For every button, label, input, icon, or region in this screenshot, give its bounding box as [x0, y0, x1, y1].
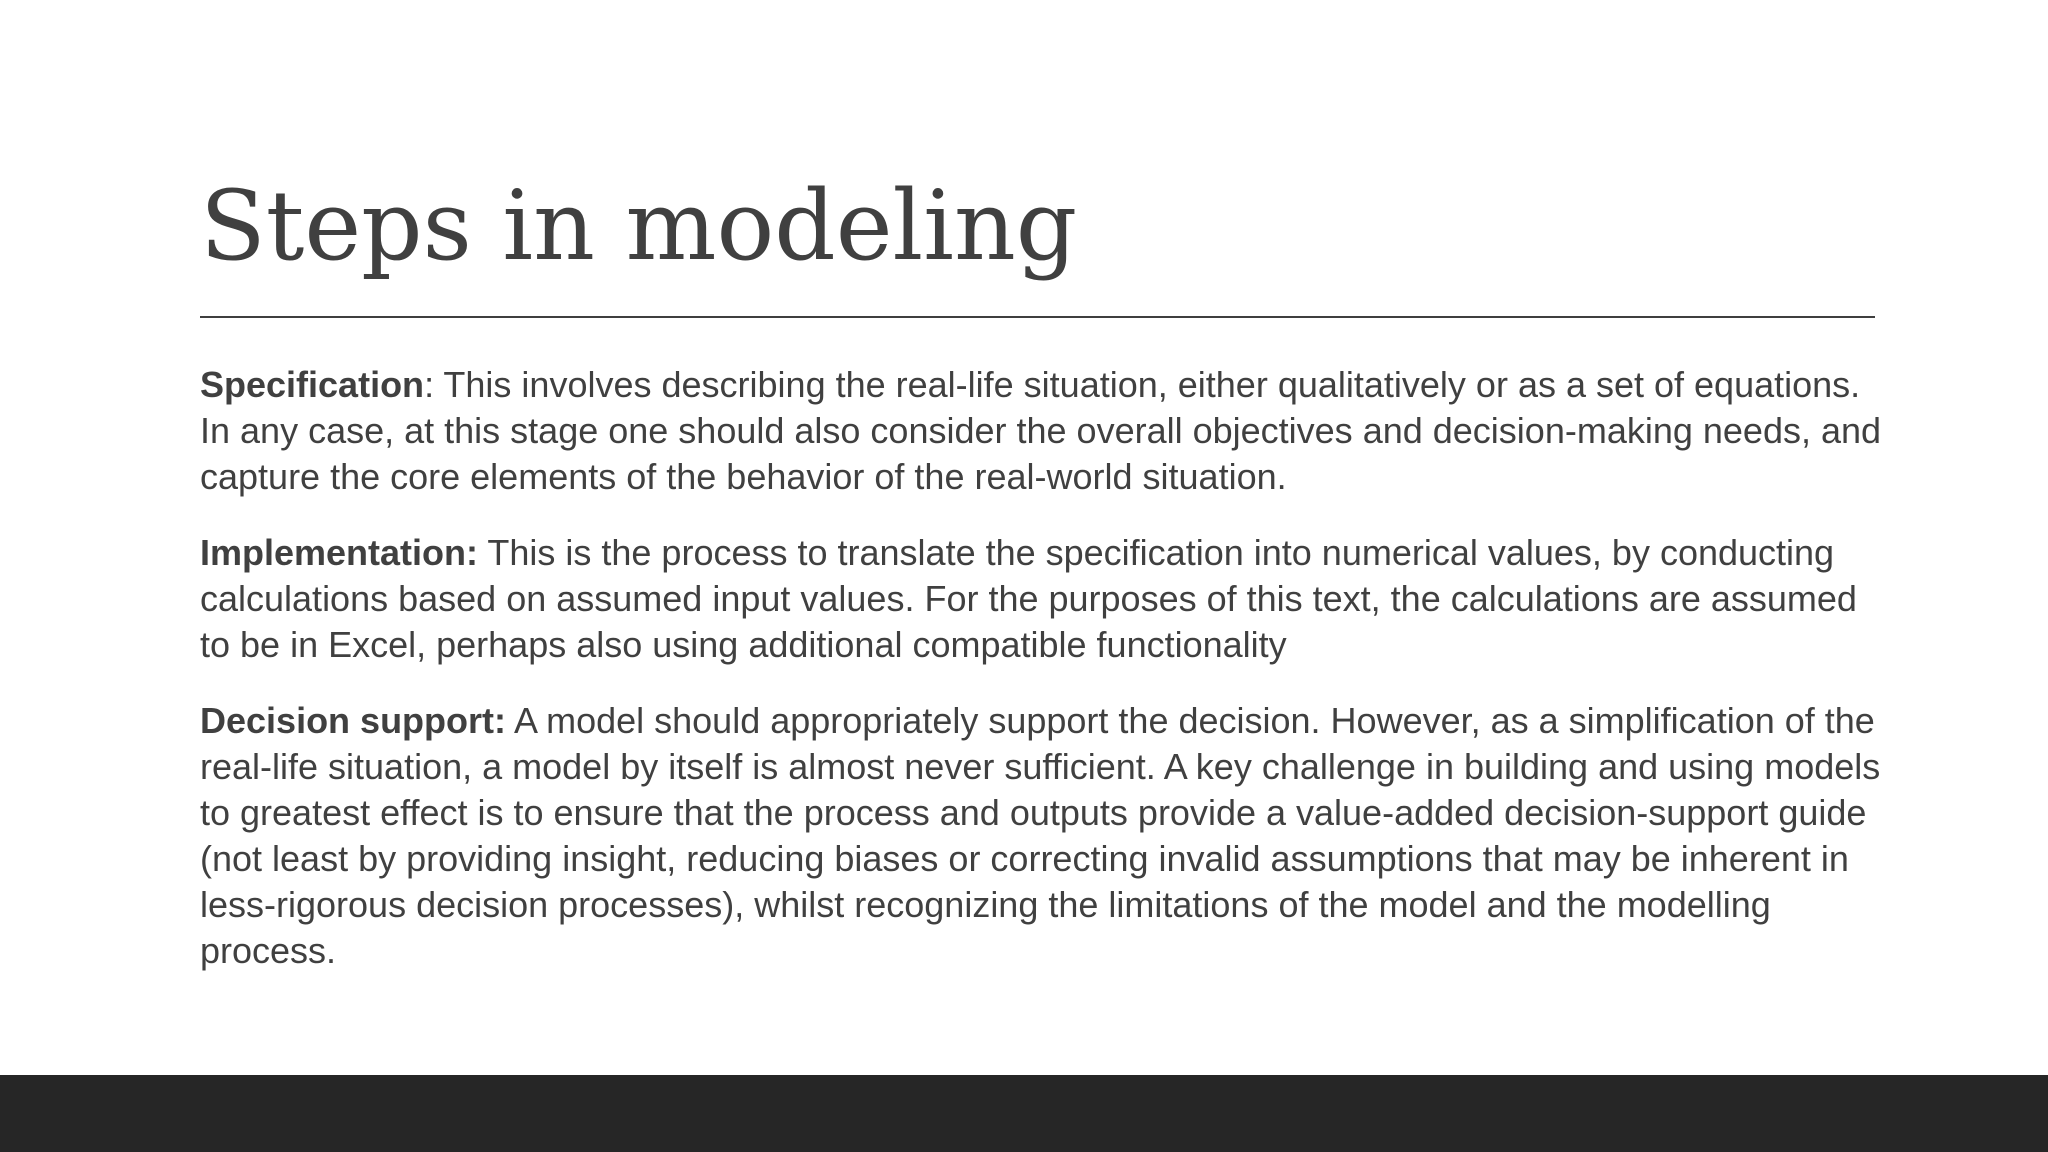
term-separator: :: [424, 364, 444, 405]
paragraph-text: A model should appropriately support the decision. However, as a simplification of the real-life situation, a model by itself is almost never sufficient. A key challenge in building and using models to greatest effect is to ensure that the process and outputs provide a value-added decision-support guide (not least by providing insight, reducing biases or correcting invalid assumptions that may be inherent in less-rigorous decision processes), whilst recognizing the limitations of the model and the modelling process.: [200, 700, 1881, 971]
slide-title: Steps in modeling: [200, 170, 1078, 282]
title-divider: [200, 316, 1875, 318]
paragraph-term: Decision support:: [200, 700, 507, 741]
paragraph-specification: [200, 362, 1890, 500]
term-separator: [506, 700, 514, 741]
slide-body: [200, 362, 1890, 1004]
paragraph-term: Implementation:: [200, 532, 479, 573]
paragraph-decision-support: [200, 698, 1890, 974]
paragraph-text: This is the process to translate the specification into numerical values, by conducting calculations based on assumed input values. For the purposes of this text, the calculations are assumed to be in Excel, perhaps also using additional compatible functionality: [200, 532, 1857, 665]
paragraph-text: This involves describing the real-life situation, either qualitatively or as a set of equations. In any case, at this stage one should also consider the overall objectives and decision-making needs, and capture the core elements of the behavior of the real-world situation.: [200, 364, 1882, 497]
term-separator: [478, 532, 487, 573]
footer-bar: [0, 1075, 2048, 1152]
paragraph-term: Specification: [200, 364, 425, 405]
paragraph-implementation: [200, 530, 1890, 668]
